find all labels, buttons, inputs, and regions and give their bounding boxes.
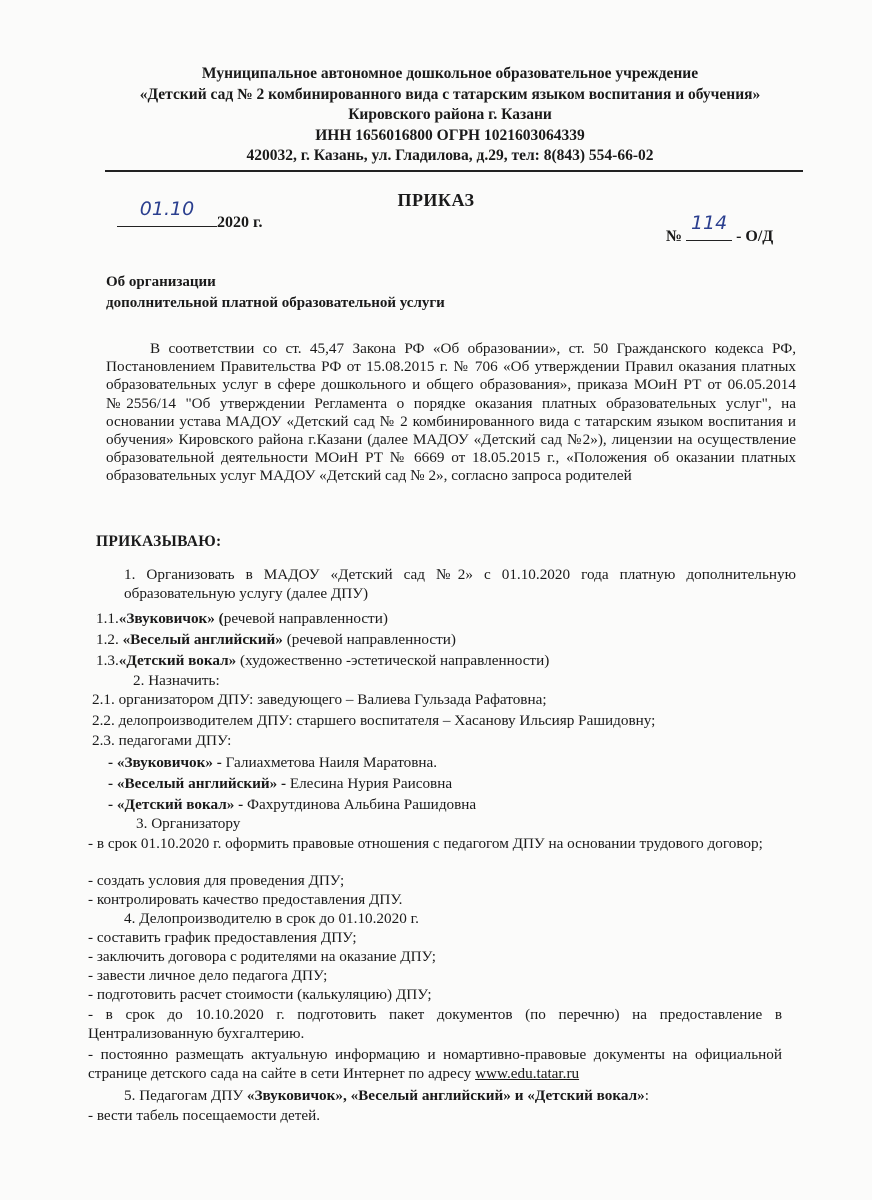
item-1-3 [96, 652, 549, 670]
item-1: 1. Организовать в МАДОУ «Детский сад №2» с 01.10.2020 года платную дополнительную образовательную услугу (далее ДПУ) [124, 566, 796, 602]
item-4: 4. Делопроизводителю в срок до 01.10.2020 г. [124, 910, 419, 927]
preamble-paragraph: В соответствии со ст. 45,47 Закона РФ «Об образовании», ст. 50 Гражданского кодекса РФ, Постановлением Правительства РФ от 15.08.2015 г. № 706 «Об утверждении Правил оказания платных образовательных услуг в сфере дошкольного и общего образования», приказа МОиН РТ от 06.05.2014 №2556/14 "Об утверждении Регламента о порядке оказания платных образовательных услуг", на основании устава МАДОУ «Детский сад № 2 комбинированного вида с татарским языком воспитания и обучения» Кировского района г.Казани (далее МАДОУ «Детский сад №2»), лицензии на осуществление образовательной деятельности МОиН РТ № 6669 от 18.05.2015 г., «Положения об оказании платных образовательных услуг МАДОУ «Детский сад № 2», согласно запроса родителей [106, 340, 796, 485]
item-1-2-number: 1.2. [96, 631, 123, 648]
teacher-1-person: Галиахметова Наиля Маратовна. [221, 754, 438, 771]
website-link[interactable]: www.edu.tatar.ru [475, 1064, 580, 1082]
item-1-2 [96, 631, 456, 649]
teacher-3 [108, 796, 476, 814]
item-2-1: 2.1. организатором ДПУ: заведующего – Валиева Гульзада Рафатовна; [92, 691, 547, 708]
document-title: ПРИКАЗ [397, 190, 475, 210]
item-4-f-text: - постоянно размещать актуальную информацию и номартивно-правовые документы на официальной странице детского сада на сайте в сети Интернет по адресу [88, 1046, 782, 1082]
organization-header [100, 64, 800, 167]
teacher-2-service: - «Веселый английский» - [108, 775, 287, 792]
subject-line-1: Об организации [106, 274, 216, 290]
item-1-1-number: 1.1. [96, 610, 119, 627]
item-1-2-rest: (речевой направленности) [282, 631, 456, 648]
order-number [666, 212, 774, 246]
handwritten-date: 01.10 [139, 198, 195, 220]
item-5 [124, 1087, 649, 1105]
item-1-3-rest: (художественно -эстетической направленности) [236, 652, 550, 669]
teacher-2-person: Елесина Нурия Раисовна [286, 775, 453, 792]
date-year: 2020 г. [217, 214, 263, 231]
header-divider [105, 170, 803, 172]
teacher-1 [108, 754, 437, 772]
subject-line-2: дополнительной платной образовательной услуги [106, 295, 445, 311]
teacher-2 [108, 775, 452, 793]
header-line-5: 420032, г. Казань, ул. Гладилова, д.29, тел: 8(843) 554-66-02 [246, 147, 654, 164]
order-heading: ПРИКАЗЫВАЮ: [96, 533, 222, 550]
number-field [686, 212, 732, 241]
item-4-b: - заключить договора с родителями на оказание ДПУ; [88, 948, 437, 965]
header-line-2: «Детский сад № 2 комбинированного вида с татарским языком воспитания и обучения» [139, 85, 761, 103]
item-1-1 [96, 610, 388, 628]
item-5-a: - вести табель посещаемости детей. [88, 1107, 321, 1124]
header-line-3: Кировского района г. Казани [348, 106, 552, 123]
item-5-suffix: : [644, 1087, 649, 1104]
item-2-3: 2.3. педагогами ДПУ: [92, 732, 232, 749]
header-line-4: ИНН 1656016800 ОГРН 1021603064339 [315, 126, 585, 144]
item-4-d: - подготовить расчет стоимости (калькуляцию) ДПУ; [88, 986, 432, 1003]
item-5-prefix: 5. Педагогам ДПУ [124, 1087, 247, 1104]
item-3-a: - в срок 01.10.2020 г. оформить правовые отношения с педагогом ДПУ на основании трудового договор; [88, 835, 763, 852]
handwritten-number: 114 [690, 212, 728, 234]
date-field [117, 198, 217, 227]
item-5-services: «Звуковичок», «Веселый английский» и «Детский вокал» [246, 1087, 645, 1104]
item-1-1-rest: речевой направленности) [223, 610, 388, 627]
item-3-c: - контролировать качество предоставления ДПУ. [88, 891, 403, 908]
teacher-1-service: - «Звуковичок» - [108, 754, 222, 771]
item-3: 3. Организатору [136, 815, 241, 832]
item-1-1-name: «Звуковичок» ( [118, 610, 224, 627]
header-line-1: Муниципальное автономное дошкольное образовательное учреждение [201, 65, 699, 82]
number-suffix: - О/Д [736, 228, 774, 245]
teacher-3-person: Фахрутдинова Альбина Рашидовна [243, 796, 477, 813]
item-3-b: - создать условия для проведения ДПУ; [88, 872, 345, 889]
item-2: 2. Назначить: [133, 672, 220, 689]
item-4-e: - в срок до 10.10.2020 г. подготовить пакет документов (по перечню) на предоставление в Централизованную бухгалтерию. [88, 1006, 782, 1042]
item-4-f [88, 1046, 782, 1083]
order-date [117, 198, 263, 232]
teacher-3-service: - «Детский вокал» - [108, 796, 244, 813]
number-prefix: № [666, 228, 683, 245]
item-1-2-name: «Веселый английский» [122, 631, 283, 648]
order-subject [106, 272, 445, 314]
item-4-a: - составить график предоставления ДПУ; [88, 929, 357, 946]
item-2-2: 2.2. делопроизводителем ДПУ: старшего воспитателя – Хасанову Ильсияр Рашидовну; [92, 712, 656, 729]
item-1-3-name: «Детский вокал» [118, 652, 237, 669]
item-1-3-number: 1.3. [96, 652, 119, 669]
item-4-c: - завести личное дело педагога ДПУ; [88, 967, 328, 984]
